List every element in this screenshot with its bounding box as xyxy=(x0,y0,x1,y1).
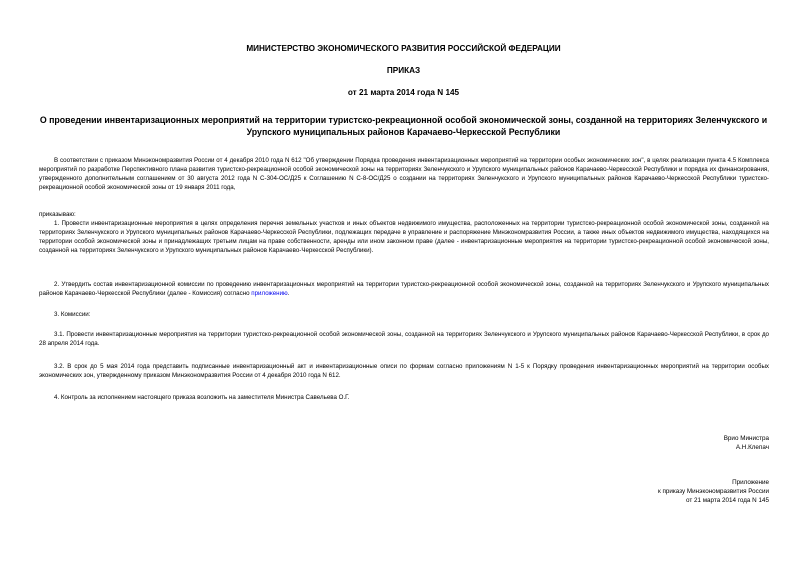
orders-line: приказываю: xyxy=(39,211,76,218)
item-3-2: 3.2. В срок до 5 мая 2014 года представить подписанные инвентаризационный акт и инвентаризационные описи по формам согласно приложениям N 1-5 к Порядку проведения инвентаризационных мероприятий на территории особых экономических зон, утвержденному приказом Минэкономразвития России от 4 декабря 2010 года N 612. xyxy=(39,363,769,379)
intro-paragraph: В соответствии с приказом Минэкономразвития России от 4 декабря 2010 года N 612 "Об утверждении Порядка проведения инвентаризационных мероприятий на территории особых экономических зон", в целях реализации пункта 4.5 Комплекса мероприятий по разработке Перспективного плана развития туристско-рекреационной особой экономической зоны на территориях Зеленчукского и Урупского муниципальных районов Карачаево-Черкесской Республики и порядка их финансирования, утвержденного дополнительным соглашением от 30 августа 2012 года N С-304-ОС/Д25 к Соглашению N С-8-ОС/Д25 о создании на территориях Зеленчукского и Урупского муниципальных районов Карачаево-Черкесской Республики туристско-рекреационной особой экономической зоны от 19 января 2011 года, xyxy=(39,157,769,191)
item-3-1: 3.1. Провести инвентаризационные мероприятия на территории туристско-рекреационной особой экономической зоны, созданной на территориях Зеленчукского и Урупского муниципальных районов Карачаево-Черкесской Республики, в срок до 28 апреля 2014 года. xyxy=(39,331,769,347)
item-1: 1. Провести инвентаризационные мероприятия в целях определения перечня земельных участков и иных объектов недвижимого имущества, расположенных на территории туристско-рекреационной особой экономической зоны, созданной на территориях Зеленчукского и Урупского муниципальных районов Карачаево-Черкесской Республики, подлежащих передаче в управление и распоряжение Минэкономразвития России, а также иных объектов недвижимого имущества, находящихся на территории особой экономической зоны и принадлежащих третьим лицам на праве собственности, аренды или ином законном праве (далее - инвентаризационные мероприятия на территории туристско-рекреационной особой экономической зоны, созданной на территориях Зеленчукского и Урупского муниципальных районов Карачаево-Черкесской Республики). xyxy=(39,220,769,254)
appendix-date: от 21 марта 2014 года N 145 xyxy=(685,497,769,504)
appendix-label: Приложение xyxy=(732,479,769,486)
document-type: ПРИКАЗ xyxy=(386,66,421,75)
item-2-text: 2. Утвердить состав инвентаризационной комиссии по проведению инвентаризационных мероприятий на территории туристско-рекреационной особой экономической зоны, созданной на территориях Зеленчукского и Урупского муниципальных районов Карачаево-Черкесской Республики (далее - Комиссия) согласно xyxy=(39,281,769,297)
item-4: 4. Контроль за исполнением настоящего приказа возложить на заместителя Министра Савельева О.Г. xyxy=(54,394,350,401)
signature-position: Врио Министра xyxy=(723,435,769,442)
item-2 xyxy=(39,280,769,298)
ministry-heading: МИНИСТЕРСТВО ЭКОНОМИЧЕСКОГО РАЗВИТИЯ РОССИЙСКОЙ ФЕДЕРАЦИИ xyxy=(246,44,561,53)
document-date-number: от 21 марта 2014 года N 145 xyxy=(347,88,460,97)
signature-name: А.Н.Клепач xyxy=(735,444,769,451)
appendix-ref: к приказу Минэкономразвития России xyxy=(657,488,769,495)
document-title: О проведении инвентаризационных мероприятий на территории туристско-рекреационной особой экономической зоны, созданной на территориях Зеленчукского и Урупского муниципальных районов Карачаево-Черкесской Республики xyxy=(39,115,768,137)
item-3: 3. Комиссии: xyxy=(54,311,91,318)
item-2-end: . xyxy=(287,290,290,297)
appendix-link[interactable]: приложению xyxy=(251,290,288,297)
